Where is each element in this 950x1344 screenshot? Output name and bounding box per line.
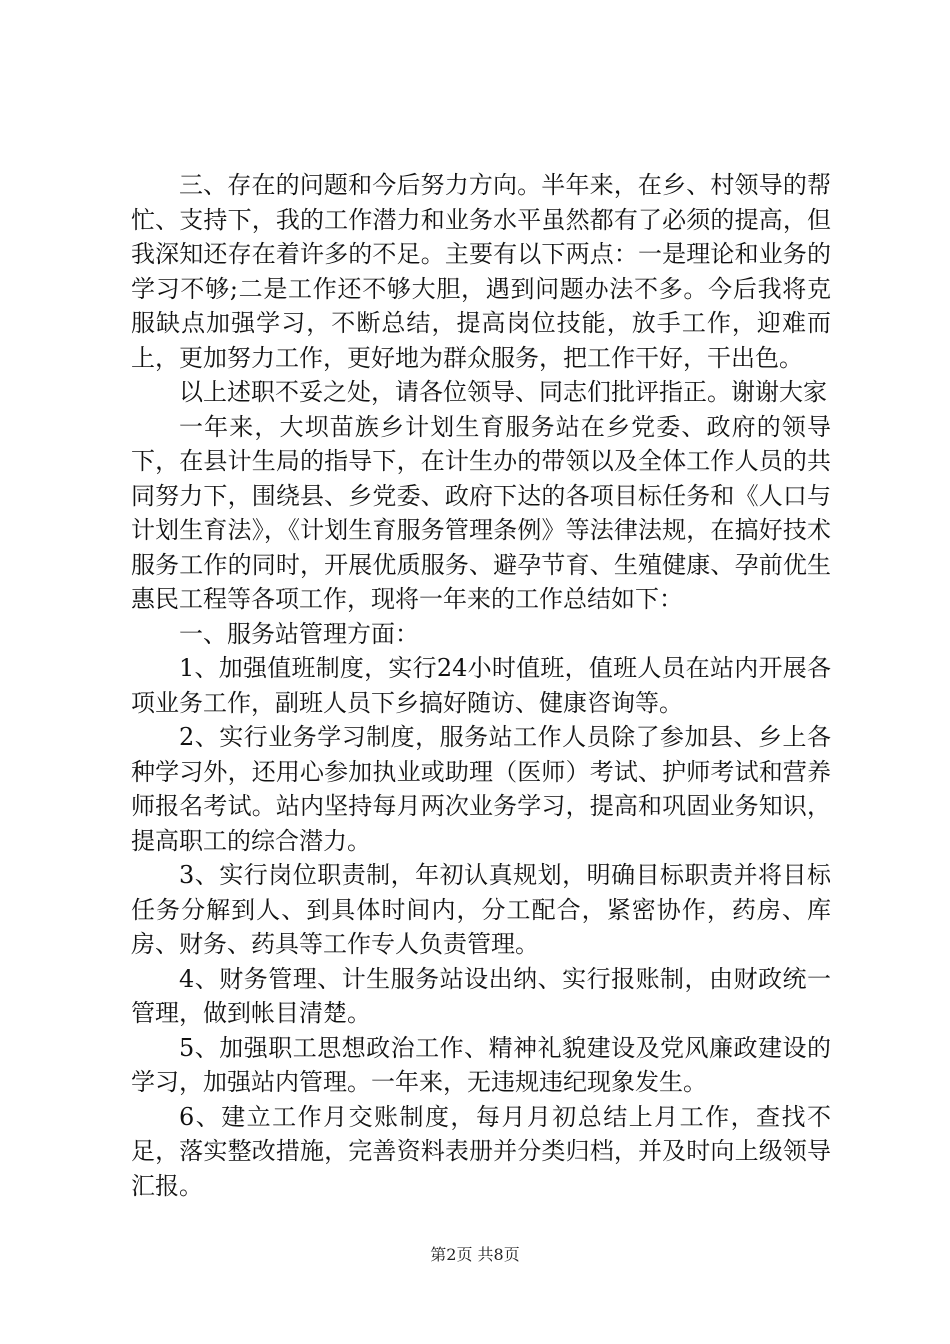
paragraph-closing-remarks: 以上述职不妥之处，请各位领导、同志们批评指正。谢谢大家 xyxy=(179,378,827,406)
list-item-political-work: 5、加强职工思想政治工作、精神礼貌建设及党风廉政建设的学习，加强站内管理。一年来，无违规违纪现象发生。 xyxy=(131,1033,831,1096)
list-item-monthly-report: 6、建立工作月交账制度，每月月初总结上月工作，查找不足，落实整改措施，完善资料表册并分类归档，并及时向上级领导汇报。 xyxy=(131,1102,831,1200)
list-item-study-system: 2、实行业务学习制度，服务站工作人员除了参加县、乡上各种学习外，还用心参加执业或助理（医师）考试、护师考试和营养师报名考试。站内坚持每月两次业务学习，提高和巩固业务知识，提高职工的综合潜力。 xyxy=(131,723,831,855)
section-heading-station-management: 一、服务站管理方面： xyxy=(179,619,419,648)
paragraph-problems-and-direction: 三、存在的问题和今后努力方向。半年来，在乡、村领导的帮忙、支持下，我的工作潜力和业务水平虽然都有了必须的提高，但我深知还存在着许多的不足。主要有以下两点：一是理论和业务的学习不够;二是工作还不够大胆，遇到问题办法不多。今后我将克服缺点加强学习，不断总结，提高岗位技能，放手工作，迎难而上，更加努力工作，更好地为群众服务，把工作干好，干出色。 xyxy=(131,171,831,372)
paragraph-annual-summary-intro: 一年来，大坝苗族乡计划生育服务站在乡党委、政府的领导下，在县计生局的指导下，在计生办的带领以及全体工作人员的共同努力下，围绕县、乡党委、政府下达的各项目标任务和《人口与计划生育法》，《计划生育服务管理条例》等法律法规，在搞好技术服务工作的同时，开展优质服务、避孕节育、生殖健康、孕前优生惠民工程等各项工作，现将一年来的工作总结如下： xyxy=(131,412,831,613)
page-number-footer: 第2页 共8页 xyxy=(430,1245,520,1264)
list-item-job-responsibility: 3、实行岗位职责制，年初认真规划，明确目标职责并将目标任务分解到人、到具体时间内，分工配合，紧密协作，药房、库房、财务、药具等工作专人负责管理。 xyxy=(131,861,831,958)
list-item-financial-management: 4、财务管理、计生服务站设出纳、实行报账制，由财政统一管理，做到帐目清楚。 xyxy=(131,964,831,1027)
list-item-duty-system: 1、加强值班制度，实行24小时值班，值班人员在站内开展各项业务工作，副班人员下乡搞好随访、健康咨询等。 xyxy=(131,654,831,717)
document-body xyxy=(131,168,831,1203)
